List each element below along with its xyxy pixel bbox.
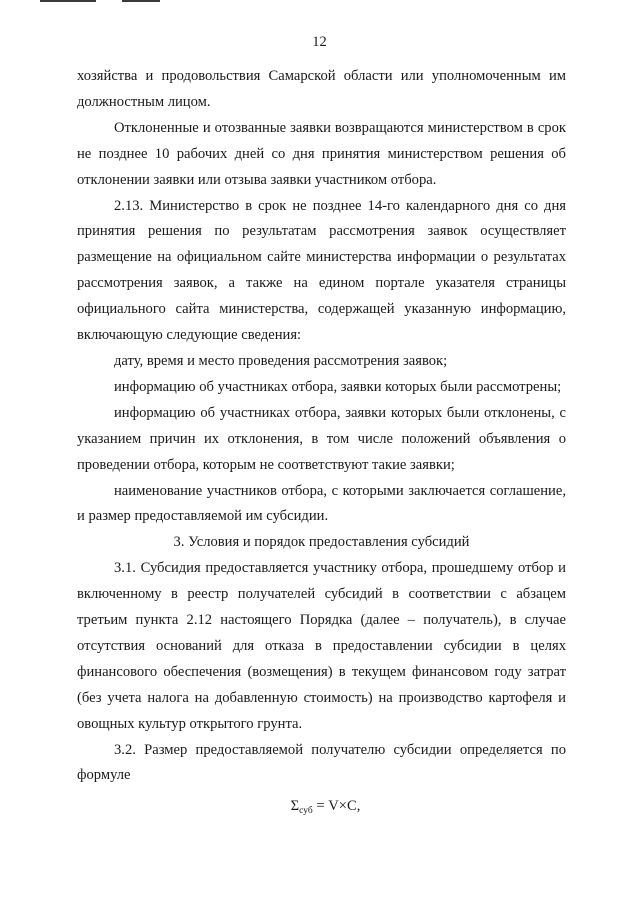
list-item-rejected-participants: информацию об участниках отбора, заявки которых были отклонены, с указанием причин их отклонения, в том числе положений объявления о проведении отбора, которым не соответствуют такие заявки;: [77, 404, 566, 473]
formula-rhs: = V×C,: [312, 798, 361, 815]
list-item-date-time-place: дату, время и место проведения рассмотрения заявок;: [114, 352, 448, 369]
scan-edge-marks: [0, 0, 639, 6]
list-item-reviewed-participants: информацию об участниках отбора, заявки которых были рассмотрены;: [114, 378, 562, 395]
document-body: [77, 64, 566, 819]
page-number: 12: [312, 34, 327, 50]
paragraph-continuation: хозяйства и продовольствия Самарской области или уполномоченным им должностным лицом.: [77, 68, 566, 110]
formula-symbol: Σ: [290, 798, 300, 815]
list-item-agreement-participants: наименование участников отбора, с которыми заключается соглашение, и размер предоставляемой им субсидии.: [77, 482, 566, 525]
paragraph-3-2: 3.2. Размер предоставляемой получателю субсидии определяется по формуле: [77, 741, 566, 784]
section-heading-3: 3. Условия и порядок предоставления субсидий: [173, 534, 470, 551]
paragraph-2-13: 2.13. Министерство в срок не позднее 14-го календарного дня со дня принятия решения по результатам рассмотрения заявок осуществляет размещение на официальном сайте министерства информации о результатах рассмотрения заявок, а также на едином портале указателя страницы официального сайта министерства, содержащей указанную информацию, включающую следующие сведения:: [77, 197, 566, 344]
formula-subscript: суб: [299, 806, 313, 817]
paragraph-3-1: 3.1. Субсидия предоставляется участнику отбора, прошедшему отбор и включенному в реестр получателей субсидий в соответствии с абзацем третьим пункта 2.12 настоящего Порядка (далее – получатель), в случае отсутствия оснований для отказа в предоставлении субсидии в целях финансового обеспечения (возмещения) в текущем финансовом году затрат (без учета налога на добавленную стоимость) на производство картофеля и овощных культур открытого грунта.: [77, 560, 566, 732]
paragraph-rejected-applications: Отклоненные и отозванные заявки возвращаются министерством в срок не позднее 10 рабочих дней со дня принятия министерством решения об отклонении заявки или отзыва заявки участником отбора.: [77, 119, 566, 188]
subsidy-formula: [77, 793, 566, 819]
